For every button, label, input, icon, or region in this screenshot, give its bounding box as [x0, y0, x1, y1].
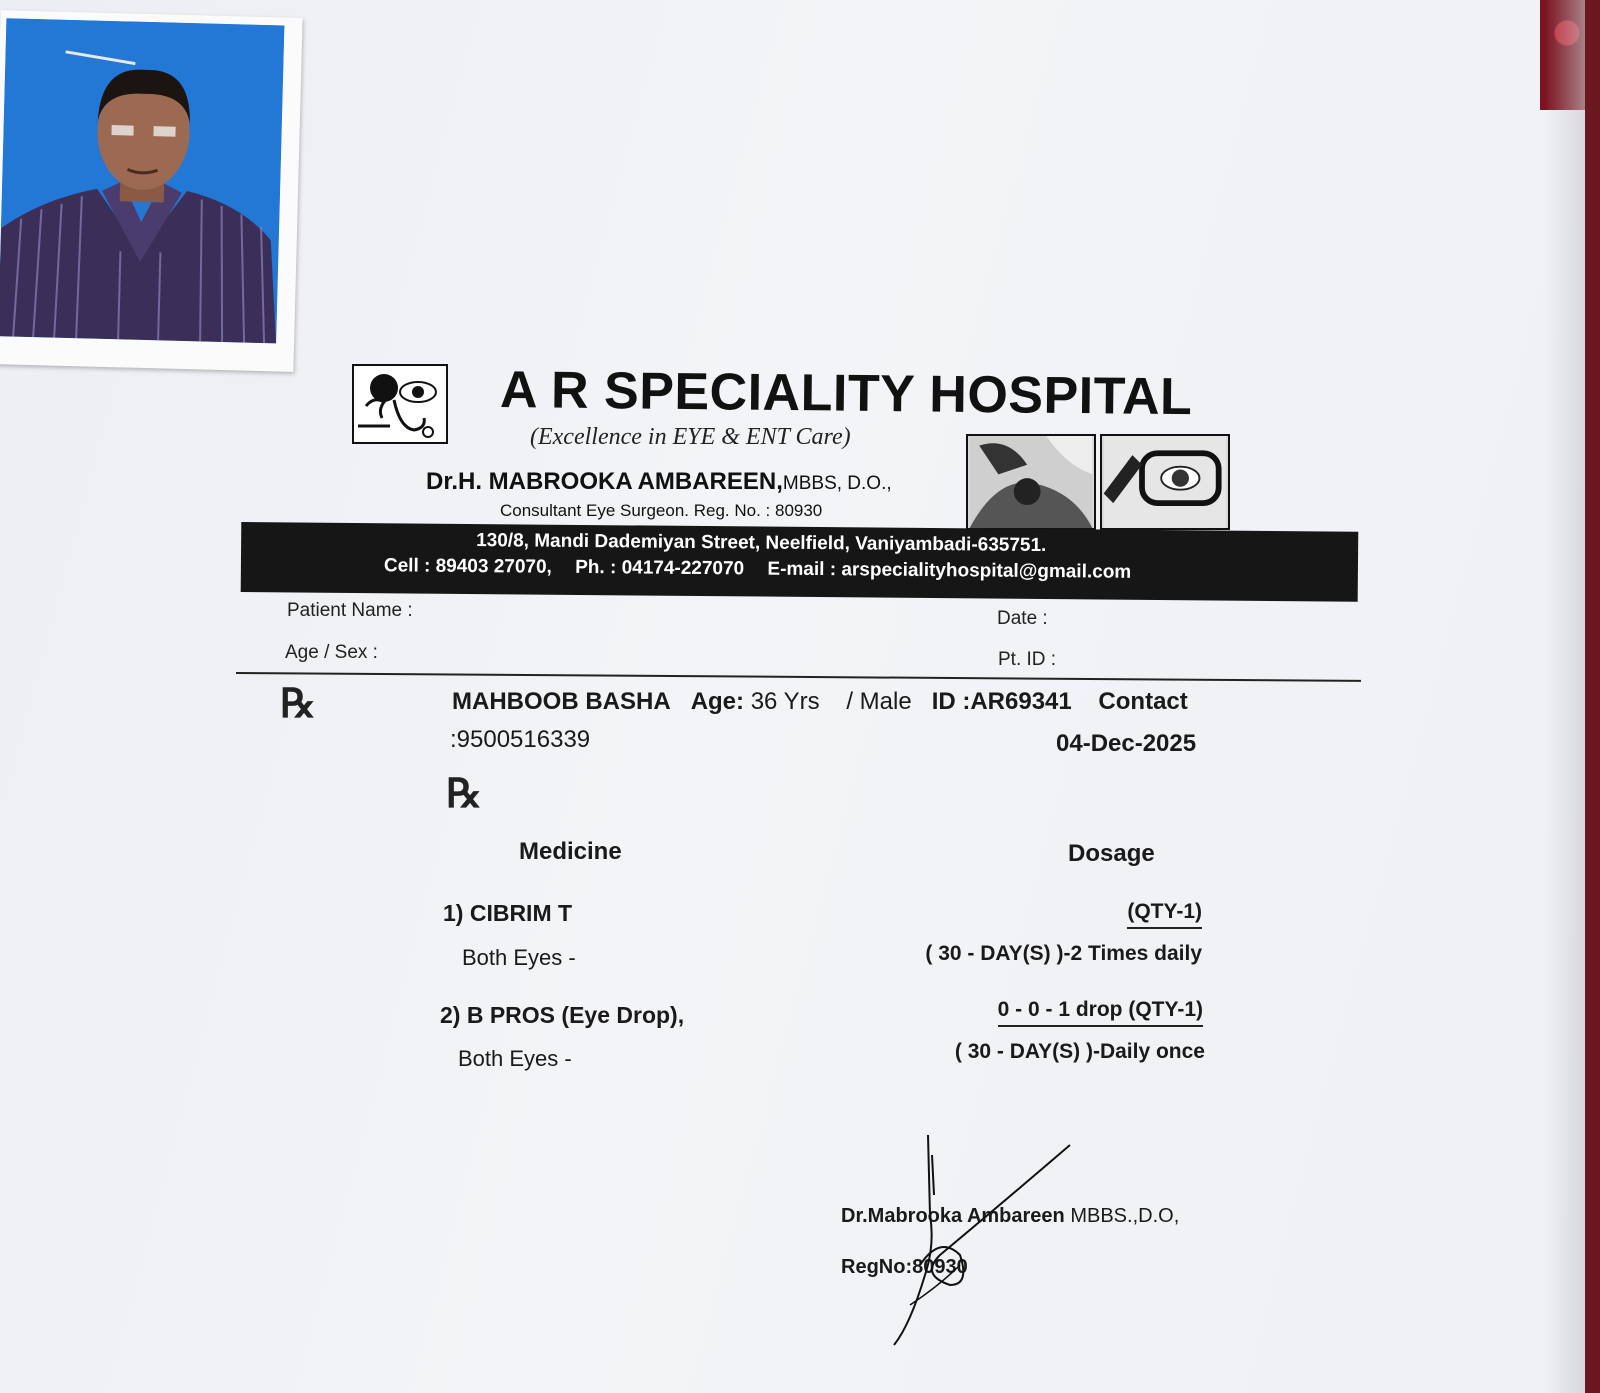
eyeglasses-image — [1100, 434, 1230, 530]
hospital-contact-bar — [241, 522, 1359, 602]
rx-symbol-secondary: ℞ — [446, 771, 482, 816]
background-cloth — [1540, 0, 1585, 110]
contact-label: Contact — [1098, 688, 1188, 715]
date-label: Date : — [997, 608, 1048, 629]
hospital-address: 130/8, Mandi Dademiyan Street, Neelfield, Vaniyambadi-635751. — [476, 530, 1047, 557]
age-sex-label: Age / Sex : — [285, 642, 378, 663]
header-images — [966, 434, 1230, 530]
medicine-2-duration: ( 30 - DAY(S) )-Daily once — [954, 1040, 1205, 1063]
dosage-header: Dosage — [1068, 840, 1155, 867]
patient-photo-frame — [0, 10, 303, 372]
rx-symbol-main: ℞ — [280, 681, 316, 726]
pt-id-label: Pt. ID : — [998, 649, 1057, 670]
doctor-heading — [426, 468, 892, 496]
eye-exam-image — [966, 434, 1096, 530]
prescription-date: 04-Dec-2025 — [1056, 730, 1197, 757]
patient-photo-image — [0, 18, 284, 343]
patient-sex: / Male — [846, 688, 912, 715]
signature-doctor-name: Dr.Mabrooka Ambareen — [841, 1205, 1065, 1227]
hospital-phone: Ph. : 04174-227070 — [575, 556, 745, 580]
medicine-2-name: 2) B PROS (Eye Drop), — [440, 1002, 685, 1028]
signature-doctor-quals: MBBS.,D.O, — [1070, 1205, 1180, 1227]
handwritten-signature — [880, 1135, 1080, 1355]
hospital-cell: Cell : 89403 27070, — [383, 555, 552, 578]
hospital-logo — [352, 364, 448, 444]
hospital-email: E-mail : arspecialityhospital@gmail.com — [767, 558, 1132, 583]
eye-ent-logo-icon — [354, 366, 446, 442]
signature-reg-no: RegNo:80930 — [841, 1256, 968, 1278]
patient-id: ID :AR69341 — [931, 688, 1072, 715]
header-divider — [236, 672, 1361, 682]
medicine-1-name: 1) CIBRIM T — [443, 900, 573, 926]
age-label: Age: — [690, 688, 745, 715]
patient-info-line — [452, 688, 1188, 716]
medicine-2-eyes: Both Eyes - — [458, 1046, 572, 1071]
medicine-1-eyes: Both Eyes - — [462, 945, 576, 970]
medicine-1-dose: (QTY-1) — [1127, 900, 1202, 929]
consultant-reg: Consultant Eye Surgeon. Reg. No. : 80930 — [500, 501, 823, 520]
patient-photo — [0, 18, 284, 343]
doctor-name: Dr.H. MABROOKA AMBAREEN, — [426, 468, 783, 495]
patient-name: MAHBOOB BASHA — [452, 688, 671, 715]
patient-contact: :9500516339 — [450, 726, 591, 753]
patient-name-label: Patient Name : — [287, 600, 413, 621]
doctor-qualifications: MBBS, D.O., — [782, 473, 892, 494]
hospital-contacts — [384, 555, 1150, 584]
patient-age: 36 Yrs — [750, 688, 820, 715]
hospital-tagline: (Excellence in EYE & ENT Care) — [530, 424, 851, 450]
hospital-name: A R SPECIALITY HOSPITAL — [499, 361, 1193, 427]
medicine-header: Medicine — [519, 838, 622, 865]
medicine-2-dose: 0 - 0 - 1 drop (QTY-1) — [998, 998, 1203, 1027]
medicine-1-duration: ( 30 - DAY(S) )-2 Times daily — [925, 942, 1202, 965]
